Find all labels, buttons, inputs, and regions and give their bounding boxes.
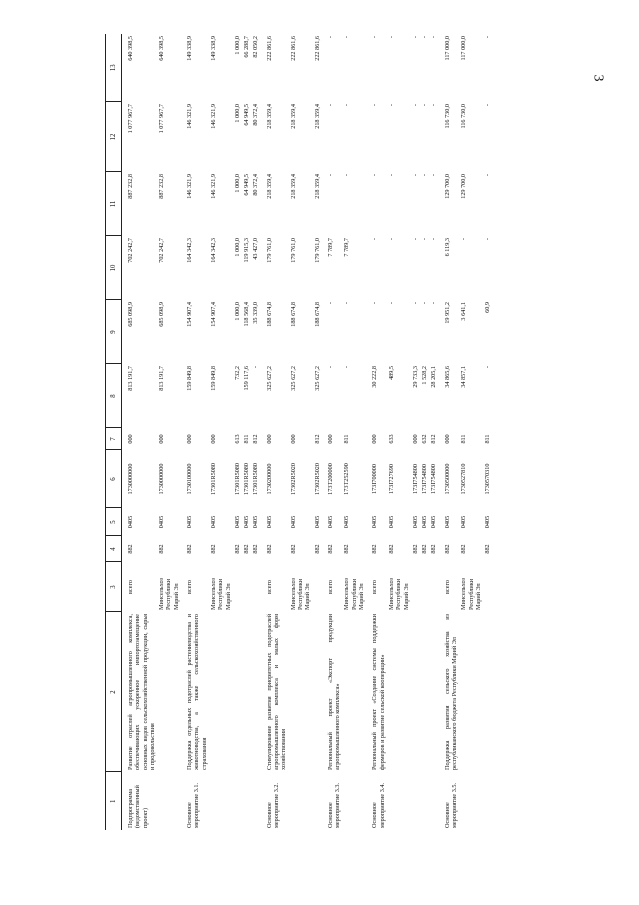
cell-value: 7 789,7 [326, 238, 334, 257]
row-executor: всего [326, 580, 334, 594]
cell-csr: 1730000000 [127, 463, 134, 495]
cell-rzpr: 0405 [289, 515, 297, 529]
cell-value: - [371, 174, 379, 177]
cell-value: 159 849,8 [209, 366, 217, 391]
cell-value: 1 077 967,7 [127, 104, 134, 134]
cell-value: 489,5 [387, 366, 395, 380]
cell-value: 702 242,7 [127, 238, 134, 263]
cell-value: 1 528,2 [421, 366, 429, 385]
cell-grbs: 882 [326, 544, 334, 554]
table-row [122, 34, 158, 830]
row-designation: Основное мероприятие 3.5. [443, 782, 458, 828]
cell-value: 1 000,0 [233, 238, 241, 257]
cell-value: 1 000,0 [233, 174, 241, 193]
cell-vr: 811 [460, 434, 468, 444]
cell-value: - [421, 104, 429, 107]
col-header: 7 [106, 428, 122, 450]
cell-vr: 812 [430, 434, 438, 444]
table-body [106, 34, 493, 830]
cell-rzpr: 0405 [186, 515, 194, 529]
cell-csr: 173I754800 [430, 464, 438, 494]
cell-vr: 633 [387, 434, 395, 444]
cell-csr: 17301R5080 [252, 463, 260, 495]
table-row [322, 34, 343, 830]
cell-value: 222 861,6 [313, 36, 321, 61]
row-designation [483, 772, 492, 830]
cell-value: - [387, 174, 395, 177]
col-header: 9 [106, 300, 122, 364]
cell-value: 732,2 [233, 366, 241, 380]
cell-value: - [387, 104, 395, 107]
cell-rzpr: 0405 [371, 515, 379, 529]
cell-rzpr: 0405 [443, 515, 451, 529]
cell-csr: 17302R5020 [313, 463, 321, 495]
cell-value: 685 098,9 [127, 302, 134, 327]
row-title: Региональный проект «Создание системы поддержки фермеров и развитие сельской кооперации» [371, 614, 386, 770]
cell-value: 164 342,3 [186, 238, 194, 263]
cell-value: - [484, 238, 492, 241]
row-executor [429, 562, 438, 612]
row-executor: Минсельхоз Республики Марий Эл [343, 578, 366, 610]
cell-value: 640 398,5 [127, 36, 134, 61]
cell-value: 179 761,0 [313, 238, 321, 263]
col-header: 5 [106, 508, 122, 536]
cell-value: 218 359,4 [313, 174, 321, 199]
cell-rzpr: 0405 [343, 515, 351, 529]
cell-value: 3 641,1 [460, 302, 468, 321]
row-title [209, 612, 233, 772]
cell-rzpr: 0405 [460, 515, 468, 529]
cell-value: - [326, 366, 334, 369]
row-title [313, 612, 322, 772]
cell-value: 188 674,8 [265, 302, 273, 327]
cell-vr: 000 [443, 434, 451, 444]
cell-value: - [326, 104, 334, 107]
cell-value: - [252, 366, 260, 369]
cell-csr: 173T252590 [343, 463, 351, 495]
cell-value: - [371, 104, 379, 107]
cell-value: 64 949,5 [243, 174, 251, 196]
col-header: 3 [106, 562, 122, 612]
cell-value: 66 288,7 [243, 36, 251, 58]
cell-value: - [484, 174, 492, 177]
cell-value: - [411, 36, 419, 39]
cell-value: 640 398,5 [158, 36, 166, 61]
cell-vr: 613 [233, 434, 241, 444]
col-header: 2 [106, 612, 122, 772]
cell-grbs: 882 [289, 544, 297, 554]
table-row [411, 34, 420, 830]
cell-value: 813 191,7 [127, 366, 134, 391]
row-title [251, 612, 260, 772]
cell-vr: 000 [326, 434, 334, 444]
cell-value: 188 674,8 [289, 302, 297, 327]
row-title [459, 612, 483, 772]
row-executor [251, 562, 260, 612]
cell-value: 146 321,9 [186, 174, 194, 199]
cell-rzpr: 0405 [265, 515, 273, 529]
cell-value: 159 117,6 [243, 366, 251, 391]
cell-value: - [343, 174, 351, 177]
row-title: Поддержка развития сельского хозяйства из республиканского бюджета Республики Марий Эл [443, 614, 458, 770]
cell-value: 218 359,4 [313, 104, 321, 129]
table-row [420, 34, 429, 830]
row-designation [459, 772, 483, 830]
cell-value: 164 342,3 [209, 238, 217, 263]
table-row [387, 34, 411, 830]
row-designation: Подпрограмма (ведомственный проект) [127, 785, 149, 828]
cell-value: - [484, 104, 492, 107]
row-designation [429, 772, 438, 830]
cell-value: 146 321,9 [209, 174, 217, 199]
row-executor: Минсельхоз Республики Марий Эл [158, 578, 180, 610]
cell-value: - [430, 238, 438, 241]
cell-value: 154 907,4 [209, 302, 217, 327]
cell-value: 1 000,0 [233, 104, 241, 123]
cell-value: 35 339,0 [252, 302, 260, 324]
row-executor: всего [443, 580, 451, 594]
row-title [242, 612, 251, 772]
cell-value: 118 568,4 [243, 302, 251, 327]
table-row [261, 34, 289, 830]
row-title [342, 612, 366, 772]
cell-vr: 811 [243, 434, 251, 444]
cell-value: 887 232,8 [127, 174, 134, 199]
cell-vr: 000 [289, 434, 297, 444]
cell-value: 325 627,2 [265, 366, 273, 391]
cell-value: 218 359,4 [289, 174, 297, 199]
cell-csr: 17301R5080 [243, 463, 251, 495]
table-row [181, 34, 209, 830]
row-title [233, 612, 242, 772]
cell-rzpr: 0405 [421, 515, 429, 529]
cell-value: 64 949,5 [243, 104, 251, 126]
cell-value: - [411, 302, 419, 305]
cell-value: 146 321,9 [209, 104, 217, 129]
cell-grbs: 882 [343, 544, 351, 554]
cell-value: 222 861,6 [289, 36, 297, 61]
table-row [289, 34, 313, 830]
cell-grbs: 882 [430, 544, 438, 554]
cell-value: 702 242,7 [158, 238, 166, 263]
cell-value: - [411, 238, 419, 241]
row-executor [233, 562, 242, 612]
cell-vr: 811 [484, 434, 492, 444]
cell-value: - [343, 366, 351, 369]
cell-value: - [343, 104, 351, 107]
row-executor: Минсельхоз Республики Марий Эл [460, 578, 482, 610]
row-executor [411, 562, 420, 612]
cell-value: - [343, 36, 351, 39]
cell-value: 685 098,9 [158, 302, 166, 327]
cell-csr: 173I727690 [387, 464, 395, 494]
row-designation [420, 772, 429, 830]
cell-value: 34 857,1 [460, 366, 468, 388]
col-header: 1 [106, 772, 122, 830]
cell-grbs: 882 [186, 544, 194, 554]
cell-rzpr: 0405 [127, 515, 134, 529]
cell-value: - [430, 104, 438, 107]
cell-grbs: 882 [411, 544, 419, 554]
budget-table [105, 34, 492, 830]
cell-value: - [411, 104, 419, 107]
cell-grbs: 882 [209, 544, 217, 554]
row-designation: Основное мероприятие 3.4. [371, 782, 386, 828]
cell-value: - [421, 36, 429, 39]
cell-grbs: 882 [233, 544, 241, 554]
cell-value: 149 338,9 [186, 36, 194, 61]
cell-grbs: 882 [484, 544, 492, 554]
table-row [233, 34, 242, 830]
cell-value: 117 000,0 [460, 36, 468, 61]
row-title: Поддержка отдельных подотраслей растениеводства и животноводства, а также сельскохозяйственного страхования [186, 614, 208, 770]
cell-value: 325 627,2 [313, 366, 321, 391]
cell-grbs: 882 [371, 544, 379, 554]
cell-value: 7 789,7 [343, 238, 351, 257]
cell-rzpr: 0405 [387, 515, 395, 529]
cell-vr: 632 [421, 434, 429, 444]
row-designation: Основное мероприятие 3.3. [326, 782, 342, 828]
cell-value: 6 119,3 [443, 238, 451, 257]
row-designation [233, 772, 242, 830]
cell-value: 159 849,8 [186, 366, 194, 391]
row-title: Региональный проект «Экспорт продукции агропромышленного комплекса» [326, 614, 342, 770]
table-row [342, 34, 366, 830]
cell-grbs: 882 [421, 544, 429, 554]
cell-value: 154 907,4 [186, 302, 194, 327]
cell-value: - [411, 174, 419, 177]
table-row [483, 34, 492, 830]
col-header: 11 [106, 172, 122, 236]
row-executor [483, 562, 492, 612]
cell-value: 129 700,0 [443, 174, 451, 199]
row-executor: всего [186, 580, 194, 594]
cell-value: 149 338,9 [209, 36, 217, 61]
cell-value: 218 359,4 [265, 174, 273, 199]
row-designation [387, 772, 411, 830]
cell-value: - [371, 302, 379, 305]
cell-value: - [326, 36, 334, 39]
cell-vr: 000 [209, 434, 217, 444]
cell-value: - [460, 238, 468, 241]
cell-value: - [343, 302, 351, 305]
cell-value: - [387, 36, 395, 39]
cell-value: - [387, 238, 395, 241]
col-header: 6 [106, 450, 122, 508]
row-executor: Минсельхоз Республики Марий Эл [387, 578, 410, 610]
row-executor: всего [127, 580, 134, 594]
cell-value: 80 372,4 [252, 174, 260, 196]
cell-value: 179 761,0 [265, 238, 273, 263]
cell-csr: 1730500000 [443, 463, 451, 495]
row-designation [242, 772, 251, 830]
cell-value: 82 050,2 [252, 36, 260, 58]
table-row [459, 34, 483, 830]
cell-value: 28 205,1 [430, 366, 438, 388]
row-designation: Основное мероприятие 3.1. [186, 782, 201, 828]
row-title [411, 612, 420, 772]
cell-csr: 17301R5080 [209, 463, 217, 495]
cell-value: 119 915,3 [243, 238, 251, 263]
cell-value: 19 951,2 [443, 302, 451, 324]
cell-value: 1 000,0 [233, 302, 241, 321]
row-designation [342, 772, 366, 830]
cell-grbs: 882 [252, 544, 260, 554]
col-header: 4 [106, 536, 122, 562]
col-header: 10 [106, 236, 122, 300]
cell-csr: 1730100000 [186, 463, 194, 495]
table-row [366, 34, 387, 830]
table-row [209, 34, 233, 830]
cell-rzpr: 0405 [484, 515, 492, 529]
cell-value: - [387, 302, 395, 305]
cell-value: 1 000,0 [233, 36, 241, 55]
cell-csr: 173I700000 [371, 464, 379, 494]
cell-value: 129 700,0 [460, 174, 468, 199]
row-executor [313, 562, 322, 612]
cell-value: 29 733,3 [411, 366, 419, 388]
cell-grbs: 882 [127, 544, 134, 554]
cell-csr: 17302R5020 [289, 463, 297, 495]
row-designation [209, 772, 233, 830]
header-row [106, 34, 122, 830]
row-executor: всего [371, 580, 379, 594]
cell-value: - [371, 36, 379, 39]
table-row [313, 34, 322, 830]
cell-csr: 1730527810 [460, 463, 468, 495]
cell-value: 887 232,8 [158, 174, 166, 199]
cell-grbs: 882 [243, 544, 251, 554]
table-row [439, 34, 460, 830]
cell-csr: 173T200000 [326, 463, 334, 495]
cell-rzpr: 0405 [411, 515, 419, 529]
cell-vr: 812 [252, 434, 260, 444]
row-designation [313, 772, 322, 830]
row-designation [289, 772, 313, 830]
cell-vr: 000 [186, 434, 194, 444]
cell-grbs: 882 [265, 544, 273, 554]
cell-value: - [421, 302, 429, 305]
cell-value: - [371, 238, 379, 241]
cell-vr: 000 [265, 434, 273, 444]
cell-grbs: 882 [387, 544, 395, 554]
col-header: 12 [106, 102, 122, 172]
cell-value: 34 865,6 [443, 366, 451, 388]
cell-csr: 1730200000 [265, 463, 273, 495]
cell-vr: 812 [313, 434, 321, 444]
cell-value: 813 191,7 [158, 366, 166, 391]
cell-grbs: 882 [443, 544, 451, 554]
table-row [242, 34, 251, 830]
row-executor [420, 562, 429, 612]
rotated-sheet [105, 34, 577, 830]
cell-grbs: 882 [158, 544, 166, 554]
cell-value: - [484, 366, 492, 369]
cell-rzpr: 0405 [326, 515, 334, 529]
row-designation: Основное мероприятие 3.2. [265, 782, 281, 828]
cell-value: 179 761,0 [289, 238, 297, 263]
cell-value: - [430, 174, 438, 177]
row-title: Стимулирование развития приоритетных подотраслей агропромышленного комплекса и малых форм хозяйствования [265, 614, 288, 770]
row-title [289, 612, 313, 772]
table-row [157, 34, 181, 830]
cell-rzpr: 0405 [430, 515, 438, 529]
col-header: 8 [106, 364, 122, 428]
cell-value: 117 000,0 [443, 36, 451, 61]
cell-value: 30 222,8 [371, 366, 379, 388]
row-designation [411, 772, 420, 830]
cell-csr: 17301R5080 [233, 463, 241, 495]
cell-value: 80 372,4 [252, 104, 260, 126]
row-title [420, 612, 429, 772]
cell-vr: 000 [371, 434, 379, 444]
row-designation [157, 772, 181, 830]
row-designation [251, 772, 260, 830]
cell-csr: 1730570310 [484, 463, 492, 495]
row-executor: всего [265, 580, 273, 594]
cell-value: - [326, 302, 334, 305]
cell-value: 43 427,0 [252, 238, 260, 260]
col-header: 13 [106, 34, 122, 102]
cell-value: - [421, 174, 429, 177]
cell-value: - [430, 36, 438, 39]
row-executor [242, 562, 251, 612]
row-title: Развитие отраслей агропромышленного комплекса, обеспечивающих ускоренное импортозамещение основных видов сельскохозяйственной продукции, сырья и продовольствия [127, 614, 156, 770]
cell-grbs: 882 [460, 544, 468, 554]
cell-value: 60,9 [484, 302, 492, 313]
cell-rzpr: 0405 [313, 515, 321, 529]
cell-value: 325 627,2 [289, 366, 297, 391]
row-title [387, 612, 411, 772]
cell-csr: 1730000000 [158, 463, 166, 495]
cell-vr: 000 [127, 434, 134, 444]
cell-value: 222 861,6 [265, 36, 273, 61]
cell-value: - [484, 36, 492, 39]
cell-value: 188 674,8 [313, 302, 321, 327]
page-number: 3 [590, 74, 606, 82]
cell-value: 1 077 967,7 [158, 104, 166, 134]
cell-rzpr: 0405 [158, 515, 166, 529]
cell-grbs: 882 [313, 544, 321, 554]
cell-value: 218 359,4 [265, 104, 273, 129]
table-row [251, 34, 260, 830]
cell-csr: 173I754800 [411, 464, 419, 494]
row-title [429, 612, 438, 772]
row-title [157, 612, 181, 772]
cell-vr: 000 [158, 434, 166, 444]
cell-value: - [421, 238, 429, 241]
row-title [483, 612, 492, 772]
cell-value: 116 730,0 [443, 104, 451, 129]
cell-value: 116 730,0 [460, 104, 468, 129]
cell-vr: 811 [343, 434, 351, 444]
cell-value: 218 359,4 [289, 104, 297, 129]
row-executor: Минсельхоз Республики Марий Эл [209, 578, 232, 610]
cell-rzpr: 0405 [209, 515, 217, 529]
cell-value: - [326, 174, 334, 177]
cell-rzpr: 0405 [243, 515, 251, 529]
table-row [429, 34, 438, 830]
cell-value: 146 321,9 [186, 104, 194, 129]
cell-rzpr: 0405 [252, 515, 260, 529]
cell-vr: 000 [411, 434, 419, 444]
cell-csr: 173I754800 [421, 464, 429, 494]
cell-value: - [430, 302, 438, 305]
cell-rzpr: 0405 [233, 515, 241, 529]
row-executor: Минсельхоз Республики Марий Эл [289, 578, 312, 610]
